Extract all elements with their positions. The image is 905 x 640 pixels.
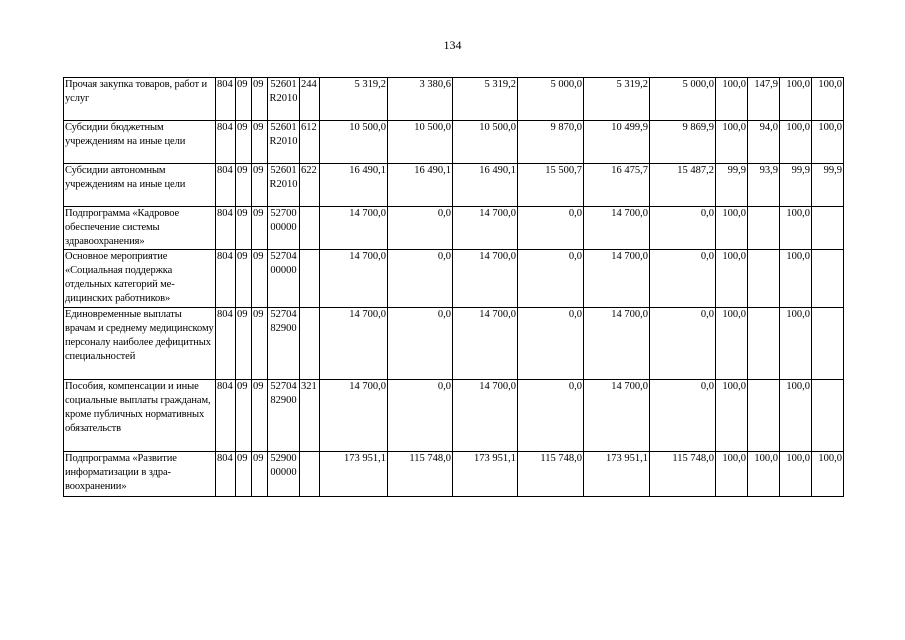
value-cell-3: 10 500,0 bbox=[453, 121, 518, 164]
percent-cell-2: 147,9 bbox=[748, 78, 780, 121]
rz-code-cell: 804 bbox=[216, 380, 236, 452]
value-cell-6: 5 000,0 bbox=[650, 78, 716, 121]
vr-code-cell bbox=[300, 207, 320, 250]
table-row bbox=[64, 452, 844, 497]
percent-cell-2 bbox=[748, 207, 780, 250]
csr-code-cell: 5290000000 bbox=[268, 452, 300, 497]
rz-code-cell: 804 bbox=[216, 207, 236, 250]
percent-cell-1: 100,0 bbox=[716, 121, 748, 164]
row-name-cell: Подпрограмма «Кадровое обеспечение системы здравоохранения» bbox=[64, 207, 216, 250]
row-name-cell: Основное мероприятие «Социальная поддержка отдельных категорий медицинских работников» bbox=[64, 250, 216, 308]
ps-code-cell: 09 bbox=[252, 121, 268, 164]
pr-code-cell: 09 bbox=[236, 452, 252, 497]
table-row bbox=[64, 380, 844, 452]
percent-cell-1: 100,0 bbox=[716, 308, 748, 380]
table-row bbox=[64, 207, 844, 250]
table-row bbox=[64, 78, 844, 121]
percent-cell-4: 100,0 bbox=[812, 78, 844, 121]
row-name-cell: Прочая закупка товаров, работ и услуг bbox=[64, 78, 216, 121]
value-cell-4: 0,0 bbox=[518, 250, 584, 308]
page-number: 134 bbox=[443, 38, 462, 52]
percent-cell-4: 99,9 bbox=[812, 164, 844, 207]
value-cell-6: 115 748,0 bbox=[650, 452, 716, 497]
csr-code-cell: 52601R2010 bbox=[268, 164, 300, 207]
percent-cell-1: 100,0 bbox=[716, 207, 748, 250]
value-cell-1: 10 500,0 bbox=[320, 121, 388, 164]
csr-code-cell: 52601R2010 bbox=[268, 121, 300, 164]
value-cell-5: 14 700,0 bbox=[584, 308, 650, 380]
ps-code-cell: 09 bbox=[252, 380, 268, 452]
row-name-cell: Подпрограмма «Развитие информатизации в здравоохранении» bbox=[64, 452, 216, 497]
value-cell-2: 0,0 bbox=[388, 308, 453, 380]
value-cell-4: 0,0 bbox=[518, 308, 584, 380]
row-name-cell: Пособия, компенсации и иные социальные выплаты гражданам, кроме публичных нормативных обязательств bbox=[64, 380, 216, 452]
value-cell-6: 9 869,9 bbox=[650, 121, 716, 164]
percent-cell-3: 100,0 bbox=[780, 308, 812, 380]
csr-code-cell: 5270000000 bbox=[268, 207, 300, 250]
percent-cell-3: 100,0 bbox=[780, 380, 812, 452]
percent-cell-4 bbox=[812, 250, 844, 308]
value-cell-2: 3 380,6 bbox=[388, 78, 453, 121]
value-cell-3: 16 490,1 bbox=[453, 164, 518, 207]
value-cell-3: 173 951,1 bbox=[453, 452, 518, 497]
ps-code-cell: 09 bbox=[252, 250, 268, 308]
pr-code-cell: 09 bbox=[236, 121, 252, 164]
rz-code-cell: 804 bbox=[216, 78, 236, 121]
percent-cell-1: 100,0 bbox=[716, 250, 748, 308]
pr-code-cell: 09 bbox=[236, 207, 252, 250]
value-cell-4: 5 000,0 bbox=[518, 78, 584, 121]
percent-cell-3: 100,0 bbox=[780, 78, 812, 121]
vr-code-cell bbox=[300, 250, 320, 308]
budget-table bbox=[63, 77, 844, 497]
value-cell-5: 14 700,0 bbox=[584, 207, 650, 250]
table-row bbox=[64, 250, 844, 308]
percent-cell-3: 100,0 bbox=[780, 250, 812, 308]
percent-cell-1: 99,9 bbox=[716, 164, 748, 207]
rz-code-cell: 804 bbox=[216, 164, 236, 207]
ps-code-cell: 09 bbox=[252, 452, 268, 497]
value-cell-6: 15 487,2 bbox=[650, 164, 716, 207]
pr-code-cell: 09 bbox=[236, 250, 252, 308]
table-row bbox=[64, 164, 844, 207]
percent-cell-4 bbox=[812, 308, 844, 380]
csr-code-cell: 5270482900 bbox=[268, 308, 300, 380]
value-cell-4: 9 870,0 bbox=[518, 121, 584, 164]
ps-code-cell: 09 bbox=[252, 164, 268, 207]
rz-code-cell: 804 bbox=[216, 250, 236, 308]
value-cell-5: 10 499,9 bbox=[584, 121, 650, 164]
value-cell-5: 14 700,0 bbox=[584, 380, 650, 452]
vr-code-cell bbox=[300, 452, 320, 497]
value-cell-3: 14 700,0 bbox=[453, 308, 518, 380]
value-cell-2: 0,0 bbox=[388, 207, 453, 250]
budget-table-body bbox=[64, 78, 844, 497]
percent-cell-4 bbox=[812, 380, 844, 452]
ps-code-cell: 09 bbox=[252, 207, 268, 250]
value-cell-1: 14 700,0 bbox=[320, 207, 388, 250]
percent-cell-2: 93,9 bbox=[748, 164, 780, 207]
vr-code-cell: 612 bbox=[300, 121, 320, 164]
percent-cell-3: 100,0 bbox=[780, 121, 812, 164]
percent-cell-2 bbox=[748, 250, 780, 308]
table-row bbox=[64, 121, 844, 164]
table-row bbox=[64, 308, 844, 380]
pr-code-cell: 09 bbox=[236, 380, 252, 452]
value-cell-4: 115 748,0 bbox=[518, 452, 584, 497]
rz-code-cell: 804 bbox=[216, 121, 236, 164]
percent-cell-2: 100,0 bbox=[748, 452, 780, 497]
value-cell-2: 0,0 bbox=[388, 380, 453, 452]
percent-cell-2 bbox=[748, 308, 780, 380]
value-cell-3: 14 700,0 bbox=[453, 207, 518, 250]
value-cell-1: 16 490,1 bbox=[320, 164, 388, 207]
value-cell-1: 173 951,1 bbox=[320, 452, 388, 497]
value-cell-5: 5 319,2 bbox=[584, 78, 650, 121]
pr-code-cell: 09 bbox=[236, 164, 252, 207]
row-name-cell: Субсидии автономным учреждениям на иные цели bbox=[64, 164, 216, 207]
ps-code-cell: 09 bbox=[252, 308, 268, 380]
value-cell-6: 0,0 bbox=[650, 207, 716, 250]
value-cell-2: 16 490,1 bbox=[388, 164, 453, 207]
value-cell-2: 115 748,0 bbox=[388, 452, 453, 497]
value-cell-5: 16 475,7 bbox=[584, 164, 650, 207]
vr-code-cell bbox=[300, 308, 320, 380]
value-cell-4: 0,0 bbox=[518, 207, 584, 250]
csr-code-cell: 5270482900 bbox=[268, 380, 300, 452]
percent-cell-4: 100,0 bbox=[812, 452, 844, 497]
value-cell-2: 0,0 bbox=[388, 250, 453, 308]
percent-cell-2: 94,0 bbox=[748, 121, 780, 164]
vr-code-cell: 321 bbox=[300, 380, 320, 452]
ps-code-cell: 09 bbox=[252, 78, 268, 121]
row-name-cell: Единовременные выплаты врачам и среднему медицинскому персоналу наиболее дефицитных специальностей bbox=[64, 308, 216, 380]
value-cell-1: 5 319,2 bbox=[320, 78, 388, 121]
value-cell-1: 14 700,0 bbox=[320, 308, 388, 380]
value-cell-3: 14 700,0 bbox=[453, 250, 518, 308]
value-cell-1: 14 700,0 bbox=[320, 250, 388, 308]
percent-cell-3: 100,0 bbox=[780, 207, 812, 250]
pr-code-cell: 09 bbox=[236, 78, 252, 121]
value-cell-2: 10 500,0 bbox=[388, 121, 453, 164]
value-cell-6: 0,0 bbox=[650, 250, 716, 308]
value-cell-3: 14 700,0 bbox=[453, 380, 518, 452]
percent-cell-4: 100,0 bbox=[812, 121, 844, 164]
percent-cell-1: 100,0 bbox=[716, 380, 748, 452]
percent-cell-3: 99,9 bbox=[780, 164, 812, 207]
vr-code-cell: 244 bbox=[300, 78, 320, 121]
percent-cell-3: 100,0 bbox=[780, 452, 812, 497]
value-cell-3: 5 319,2 bbox=[453, 78, 518, 121]
value-cell-6: 0,0 bbox=[650, 308, 716, 380]
row-name-cell: Субсидии бюджетным учреждениям на иные цели bbox=[64, 121, 216, 164]
percent-cell-1: 100,0 bbox=[716, 78, 748, 121]
percent-cell-2 bbox=[748, 380, 780, 452]
value-cell-5: 173 951,1 bbox=[584, 452, 650, 497]
value-cell-6: 0,0 bbox=[650, 380, 716, 452]
value-cell-4: 15 500,7 bbox=[518, 164, 584, 207]
csr-code-cell: 52601R2010 bbox=[268, 78, 300, 121]
vr-code-cell: 622 bbox=[300, 164, 320, 207]
rz-code-cell: 804 bbox=[216, 308, 236, 380]
percent-cell-1: 100,0 bbox=[716, 452, 748, 497]
value-cell-1: 14 700,0 bbox=[320, 380, 388, 452]
value-cell-5: 14 700,0 bbox=[584, 250, 650, 308]
percent-cell-4 bbox=[812, 207, 844, 250]
pr-code-cell: 09 bbox=[236, 308, 252, 380]
csr-code-cell: 5270400000 bbox=[268, 250, 300, 308]
value-cell-4: 0,0 bbox=[518, 380, 584, 452]
rz-code-cell: 804 bbox=[216, 452, 236, 497]
